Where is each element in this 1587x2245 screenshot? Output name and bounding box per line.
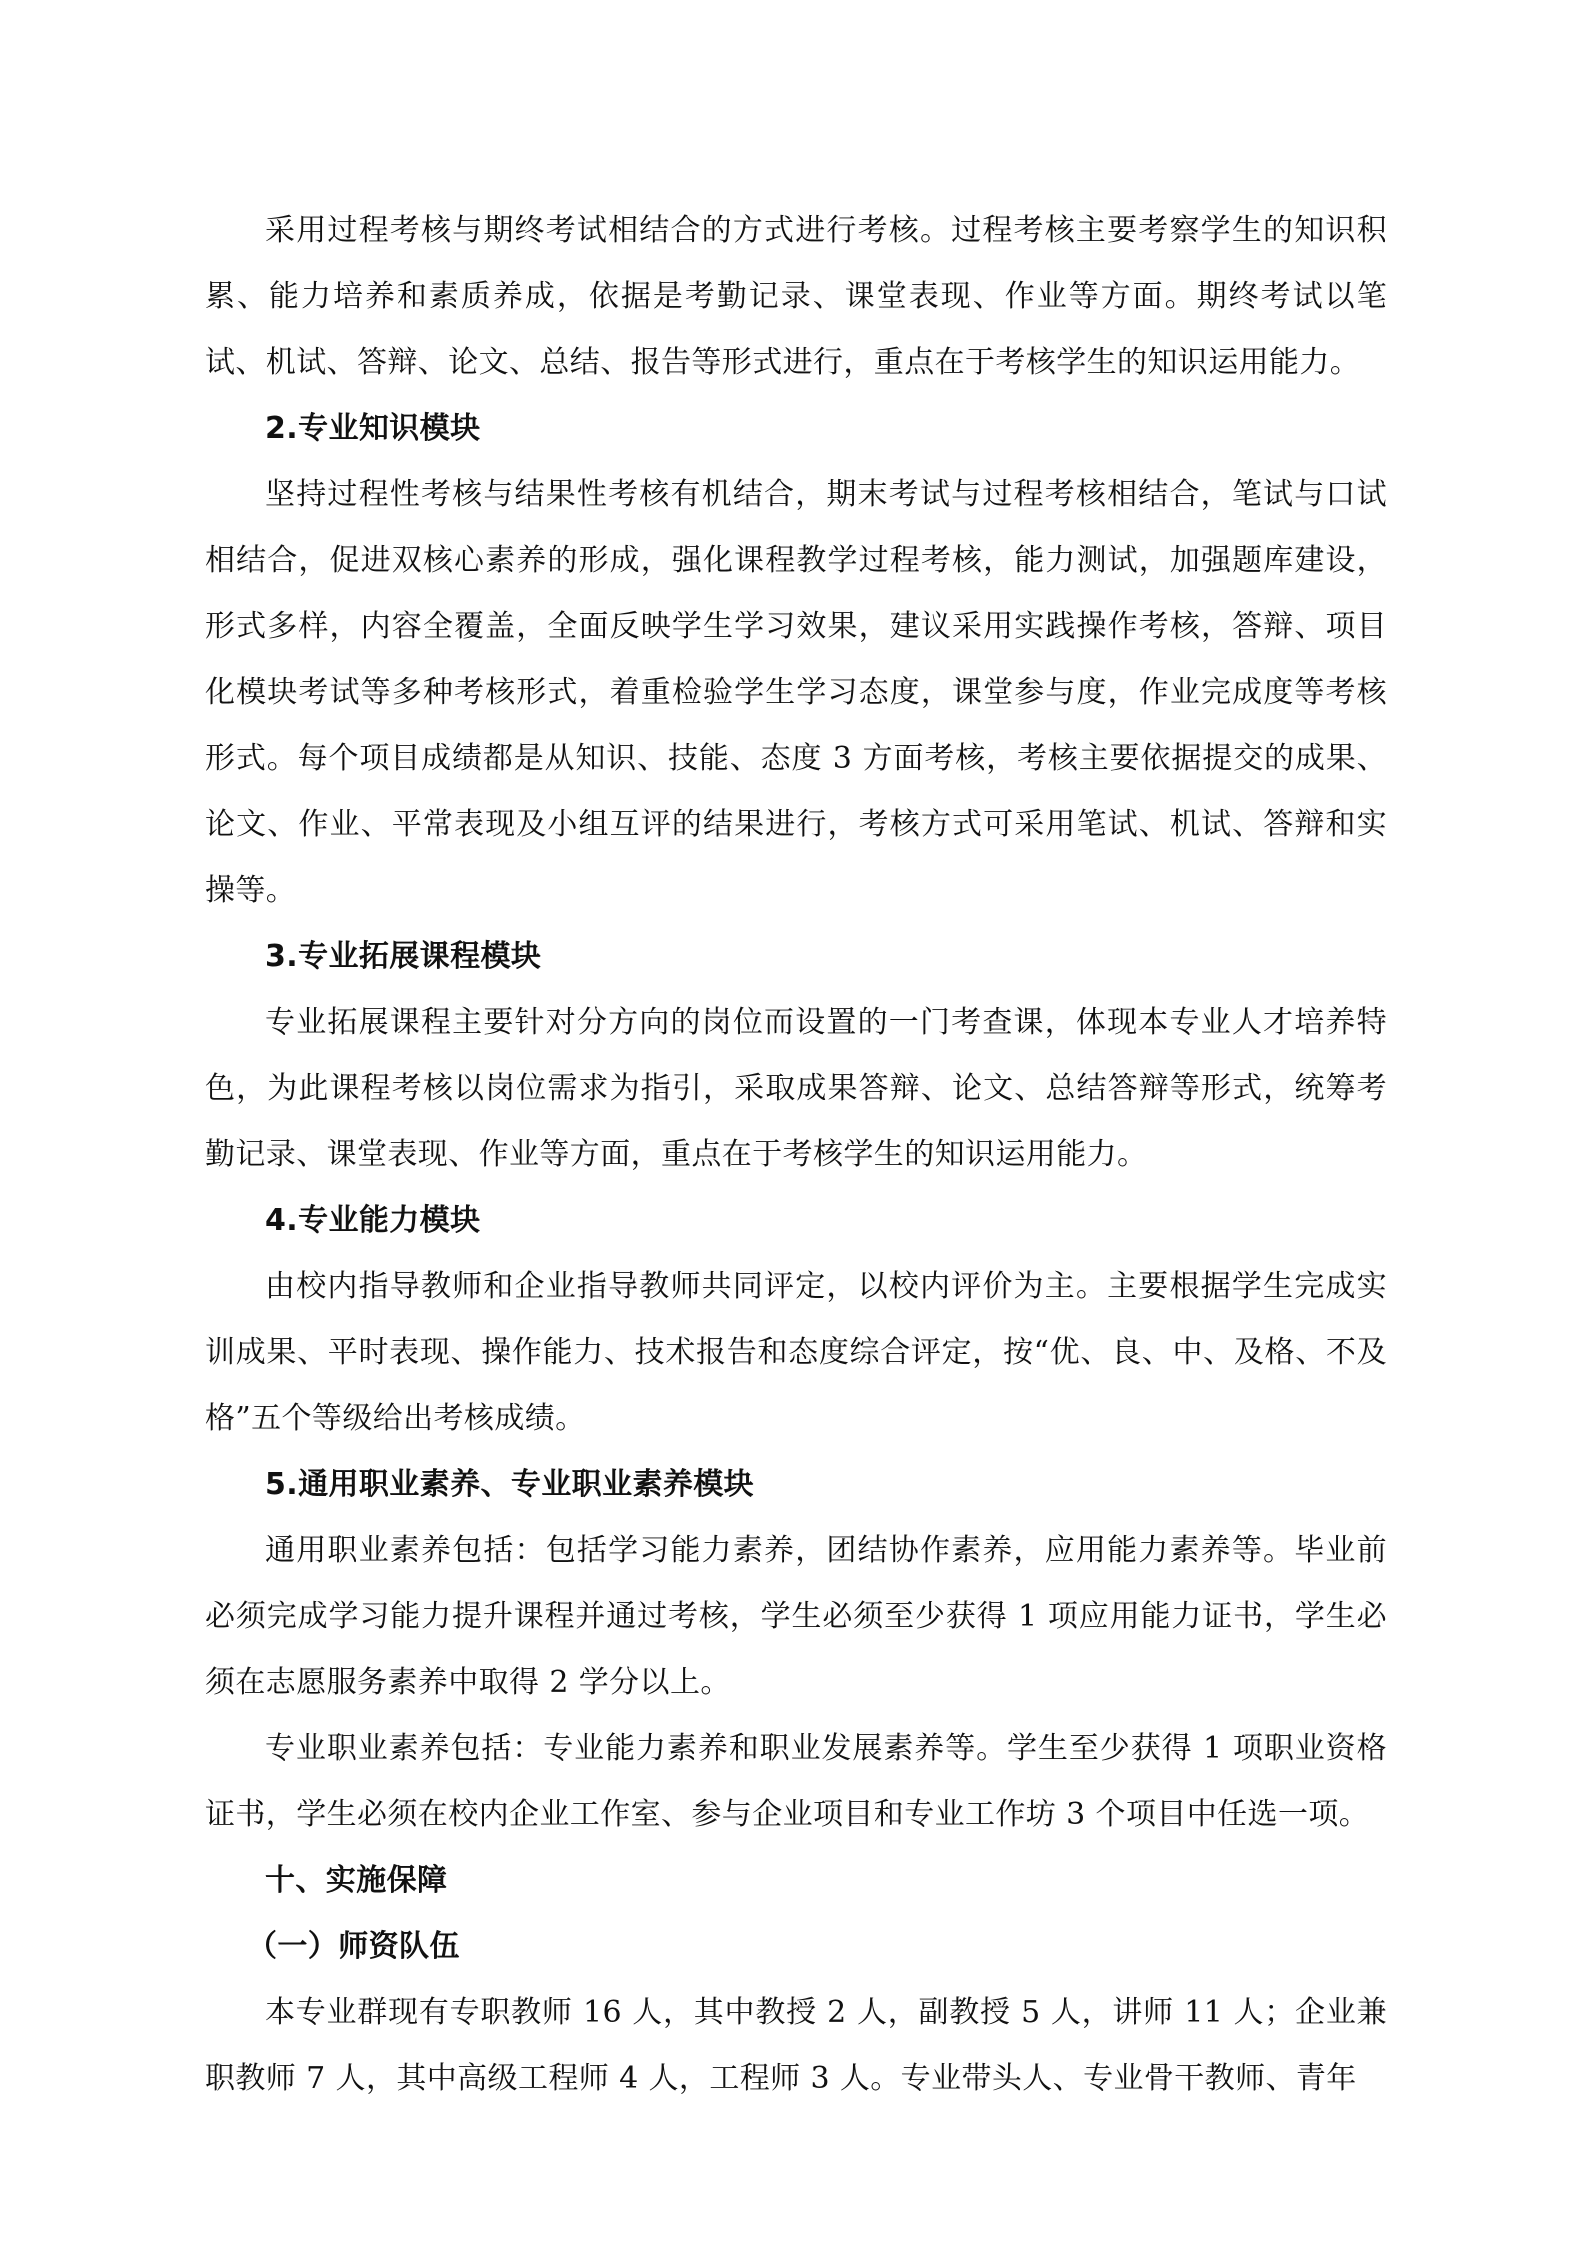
heading-professional-knowledge-module: 2.专业知识模块 bbox=[265, 411, 481, 446]
heading-vocational-literacy-module: 5.通用职业素养、专业职业素养模块 bbox=[265, 1467, 755, 1502]
paragraph-assessment-method: 采用过程考核与期终考试相结合的方式进行考核。过程考核主要考察学生的知识积累、能力培养和素质养成，依据是考勤记录、课堂表现、作业等方面。期终考试以笔试、机试、答辩、论文、总结、报告等形式进行，重点在于考核学生的知识运用能力。 bbox=[205, 213, 1387, 380]
document-body bbox=[205, 198, 1387, 2112]
paragraph-teaching-staff: 本专业群现有专职教师 16 人，其中教授 2 人，副教授 5 人，讲师 11 人；企业兼职教师 7 人，其中高级工程师 4 人，工程师 3 人。专业带头人、专业骨干教师、青年 bbox=[205, 1995, 1387, 2096]
paragraph-professional-ability: 由校内指导教师和企业指导教师共同评定，以校内评价为主。主要根据学生完成实训成果、平时表现、操作能力、技术报告和态度综合评定，按“优、良、中、及格、不及格”五个等级给出考核成绩。 bbox=[205, 1269, 1387, 1436]
heading-implementation-guarantee: 十、实施保障 bbox=[265, 1863, 448, 1898]
paragraph-general-literacy: 通用职业素养包括：包括学习能力素养，团结协作素养，应用能力素养等。毕业前必须完成学习能力提升课程并通过考核，学生必须至少获得 1 项应用能力证书，学生必须在志愿服务素养中取得 2 学分以上。 bbox=[205, 1533, 1387, 1700]
heading-teaching-staff: （一）师资队伍 bbox=[247, 1929, 460, 1964]
heading-extension-course-module: 3.专业拓展课程模块 bbox=[265, 939, 542, 974]
paragraph-extension-course: 专业拓展课程主要针对分方向的岗位而设置的一门考查课，体现本专业人才培养特色，为此课程考核以岗位需求为指引，采取成果答辩、论文、总结答辩等形式，统筹考勤记录、课堂表现、作业等方面，重点在于考核学生的知识运用能力。 bbox=[205, 1005, 1387, 1172]
paragraph-professional-literacy: 专业职业素养包括：专业能力素养和职业发展素养等。学生至少获得 1 项职业资格证书，学生必须在校内企业工作室、参与企业项目和专业工作坊 3 个项目中任选一项。 bbox=[205, 1731, 1387, 1832]
paragraph-professional-knowledge: 坚持过程性考核与结果性考核有机结合，期末考试与过程考核相结合，笔试与口试相结合，促进双核心素养的形成，强化课程教学过程考核，能力测试，加强题库建设，形式多样，内容全覆盖，全面反映学生学习效果，建议采用实践操作考核，答辩、项目化模块考试等多种考核形式，着重检验学生学习态度，课堂参与度，作业完成度等考核形式。每个项目成绩都是从知识、技能、态度 3 方面考核，考核主要依据提交的成果、论文、作业、平常表现及小组互评的结果进行，考核方式可采用笔试、机试、答辩和实操等。 bbox=[205, 477, 1387, 908]
heading-professional-ability-module: 4.专业能力模块 bbox=[265, 1203, 481, 1238]
